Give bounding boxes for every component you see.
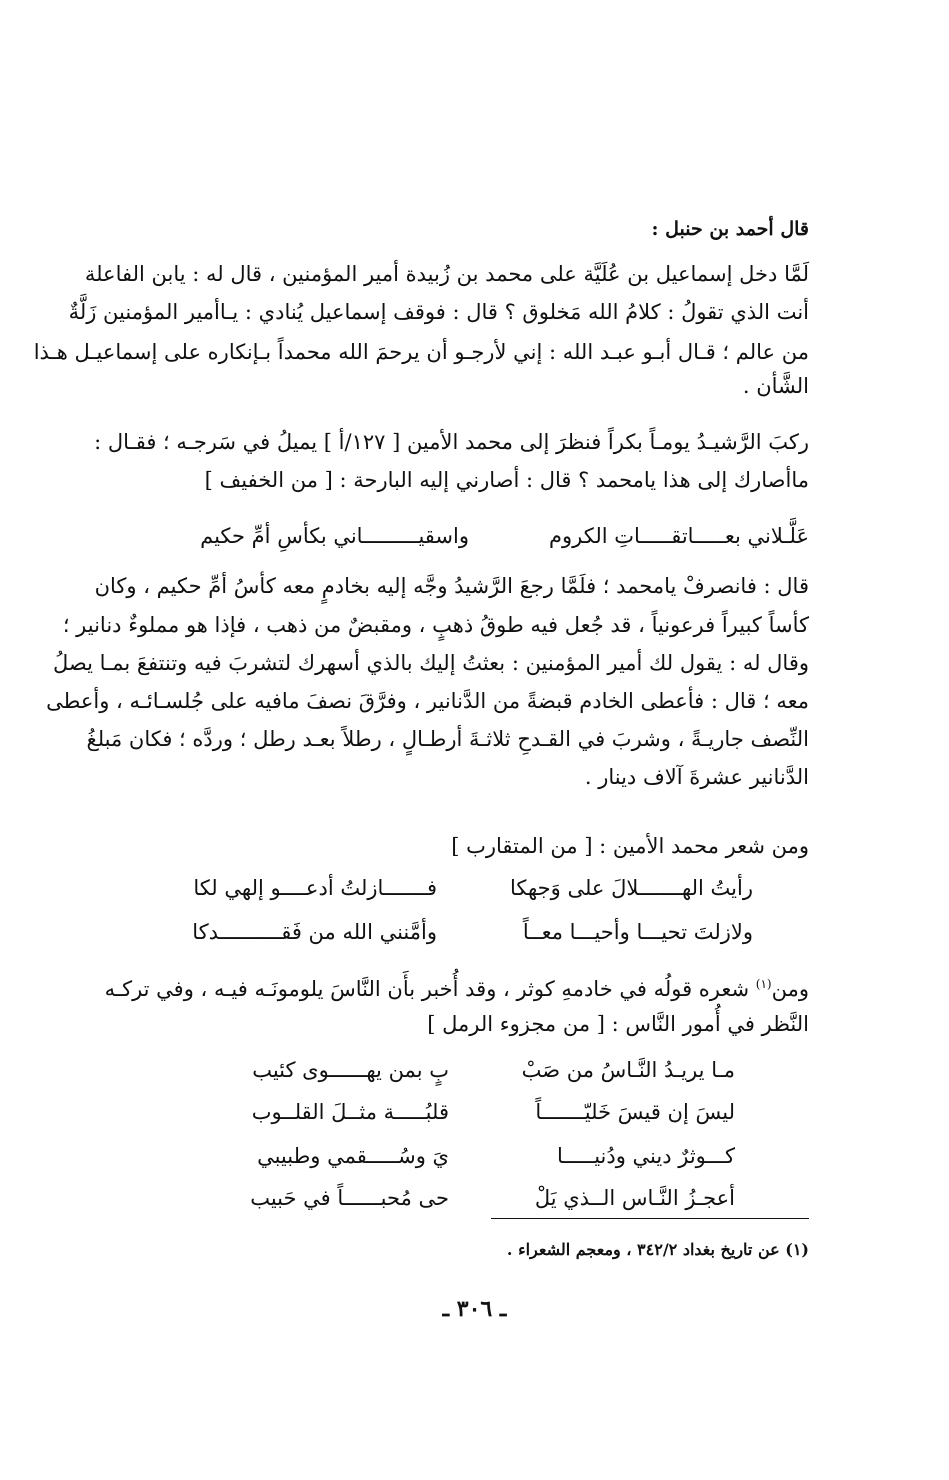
verse-first-hemistich: ولازلتَ تحيـــا وأحيـــا معــاً bbox=[522, 920, 753, 944]
footnote-marker: (١) bbox=[755, 977, 772, 991]
verse-line bbox=[0, 920, 949, 956]
poem-intro: ومن شعر محمد الأمين : [ من المتقارب ] bbox=[451, 834, 809, 858]
verse-first-hemistich: عَلَّـلاني بعـــــاتقـــــاتِ الكروم bbox=[549, 524, 809, 548]
footnote-divider bbox=[491, 1218, 809, 1219]
paragraph-line: كأساً كبيراً فرعونياً ، قد جُعل فيه طوقُ ذهبٍ ، ومقبضٌ من ذهب ، فإذا هو مملوءٌ دنانير ؛ bbox=[62, 613, 809, 637]
paragraph-line: أنت الذي تقولُ : كلامُ الله مَخلوق ؟ قال : فوقف إسماعيل يُنادي : يـاأمير المؤمنين زَلَّةٌ bbox=[68, 300, 809, 324]
verse-second-hemistich: بٍ بمن يهــــــوى كئيب bbox=[252, 1058, 449, 1082]
footnote: (١) عن تاريخ بغداد ٣٤٢/٢ ، ومعجم الشعراء . bbox=[506, 1240, 809, 1259]
paragraph-line: معه ؛ قال : فأعطى الخادم قبضةً من الدَّنانير ، وفرَّقَ نصفَ مافيه على جُلسـائـه ، وأعطى bbox=[46, 689, 809, 713]
verse-first-hemistich: أعجـزُ النَّـاس الــذي يَلْ bbox=[534, 1186, 735, 1210]
verse-line bbox=[0, 876, 949, 912]
paragraph-line bbox=[104, 966, 809, 1007]
verse-line bbox=[0, 1100, 949, 1136]
paragraph-line: النَّظر في أُمور النَّاس : [ من مجزوء الرمل ] bbox=[427, 1012, 809, 1036]
verse-second-hemistich: حى مُحبــــــاً في حَبيب bbox=[250, 1186, 449, 1210]
verse-first-hemistich: كـــوثرٌ ديني ودُنيـــــا bbox=[557, 1144, 735, 1168]
verse-second-hemistich: يَ وسُـــــقمي وطبيبي bbox=[257, 1144, 449, 1168]
paragraph-line: من عالم ؛ قـال أبـو عبـد الله : إني لأرجـو أن يرحمَ الله محمداً بـإنكاره على إسماعيـل هـذا bbox=[33, 340, 809, 364]
paragraph-line: ركبَ الرَّشيـدُ يومـاً بكراً فنظرَ إلى محمد الأمين [ ١٢٧/أ ] يميلُ في سَرجـه ؛ فقـال : bbox=[94, 430, 809, 454]
paragraph-line: قال : فانصرفْ يامحمد ؛ فلَمَّا رجعَ الرَّشيدُ وجَّه إليه بخادمٍ معه كأسُ أمِّ حكيم ، وكان bbox=[94, 574, 809, 598]
paragraph-line: لَمَّا دخل إسماعيل بن عُلَيَّة على محمد بن زُبيدة أمير المؤمنين ، قال له : يابن الفاعلة bbox=[84, 262, 809, 286]
verse-line bbox=[0, 1144, 949, 1180]
paragraph-line: الشَّأن . bbox=[742, 374, 809, 398]
verse-first-hemistich: مـا يريـدُ النَّـاسُ من صَبْ bbox=[521, 1058, 735, 1082]
paragraph-line: النِّصف جاريـةً ، وشربَ في القـدحِ ثلاثـةَ أرطـالٍ ، رطلاً بعـد رطل ؛ وردَّه ؛ فكان مَبلغُ bbox=[86, 727, 809, 751]
verse-second-hemistich: فـــــــازلتُ أدعــــو إلهي لكا bbox=[193, 876, 437, 900]
paragraph-line: الدَّنانير عشرةَ آلاف دينار . bbox=[584, 765, 809, 789]
verse-first-hemistich: ليسَ إن قيسَ خَليّـــــــاً bbox=[535, 1100, 735, 1124]
line-rest-text: شعره قولُه في خادمهِ كوثر ، وقد أُخبر بأَن النَّاسَ يلومونَـه فيـه ، وفي تركـه bbox=[104, 977, 756, 1001]
verse-line bbox=[0, 524, 949, 560]
verse-first-hemistich: رأيتُ الهـــــــلالَ على وَجهكا bbox=[509, 876, 753, 900]
verse-line bbox=[0, 1058, 949, 1094]
verse-second-hemistich: وأمَّنني الله من فَقــــــــــدكا bbox=[192, 920, 437, 944]
section-heading: قال أحمد بن حنبل : bbox=[651, 218, 809, 240]
page-number: ـ ٣٠٦ ـ bbox=[442, 1296, 507, 1322]
verse-second-hemistich: قلبُـــــة مثــلَ القلــوب bbox=[251, 1100, 449, 1124]
paragraph-line: ماأصارك إلى هذا يامحمد ؟ قال : أصارني إليه البارحة : [ من الخفيف ] bbox=[204, 468, 809, 492]
verse-second-hemistich: واسقيـــــــــاني بكأسِ أمِّ حكيم bbox=[200, 524, 469, 548]
paragraph-line: وقال له : يقول لك أمير المؤمنين : بعثتُ إليك بالذي أسهرك لتشربَ فيه وتنتفعَ بمـا يصلُ bbox=[53, 651, 809, 675]
line-start-text: ومن bbox=[771, 977, 809, 1001]
verse-line bbox=[0, 1186, 949, 1222]
